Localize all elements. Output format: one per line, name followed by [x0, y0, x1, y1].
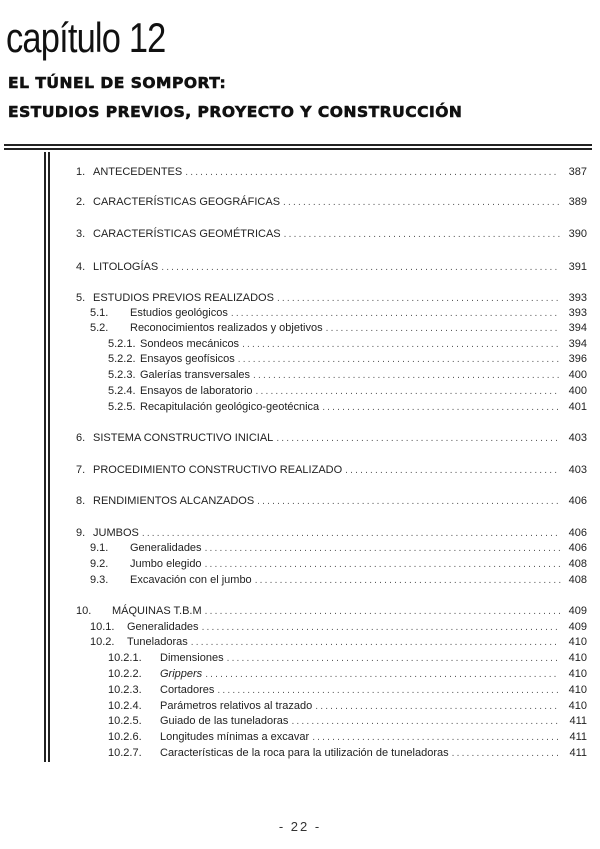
toc-entry-number: 5.2.4. [108, 385, 136, 397]
toc-entry-label: Tuneladoras [127, 636, 188, 648]
toc-leader-dots: ........................................................ [283, 229, 563, 240]
toc-entry-number: 7. [76, 464, 86, 476]
toc-entry-label: Parámetros relativos al trazado [160, 700, 313, 712]
toc-entry[interactable] [76, 604, 587, 618]
toc-leader-dots: ..................................................................... [217, 685, 561, 696]
toc-entry-page: 408 [568, 574, 587, 586]
toc-entry-page: 406 [568, 542, 587, 554]
toc-leader-dots: ....................................................................... [205, 669, 559, 680]
toc-entry-label: RENDIMIENTOS ALCANZADOS [93, 495, 255, 507]
margin-rule [44, 152, 46, 762]
toc-entry-label: PROCEDIMIENTO CONSTRUCTIVO REALIZADO [93, 464, 343, 476]
toc-entry-label: Grippers [160, 668, 203, 680]
toc-entry-page: 403 [568, 432, 587, 444]
toc-entry-label: MÁQUINAS T.B.M [112, 605, 202, 617]
toc-entry-page: 411 [569, 731, 587, 743]
toc-entry-label: Jumbo elegido [130, 558, 202, 570]
toc-entry[interactable] [90, 321, 587, 335]
toc-leader-dots: ......................................................... [276, 293, 561, 304]
toc-leader-dots: ................................................................................ [161, 262, 560, 273]
toc-entry-number: 8. [76, 495, 86, 507]
toc-entry-number: 10.2. [90, 636, 115, 648]
toc-leader-dots: ................................................................. [237, 354, 562, 365]
toc-leader-dots: ......................................................... [276, 433, 561, 444]
toc-entry-page: 400 [568, 369, 587, 381]
toc-entry-page: 394 [568, 338, 587, 350]
toc-entry-label: LITOLOGÍAS [93, 261, 159, 273]
toc-entry[interactable] [108, 699, 587, 713]
toc-entry-label: Ensayos geofísicos [140, 353, 235, 365]
toc-entry-label: Reconocimientos realizados y objetivos [130, 322, 323, 334]
toc-entry-label: Generalidades [130, 542, 202, 554]
toc-entry-label: ESTUDIOS PREVIOS REALIZADOS [93, 292, 274, 304]
toc-entry-page: 389 [568, 196, 587, 208]
toc-entry-number: 3. [76, 228, 86, 240]
toc-entry-label: ANTECEDENTES [93, 166, 183, 178]
toc-entry[interactable] [90, 573, 587, 587]
toc-leader-dots: ........................................................................ [204, 606, 564, 617]
toc-entry-label: Longitudes mínimas a excavar [160, 731, 310, 743]
toc-leader-dots: ........................................................................ [201, 622, 561, 633]
toc-entry-label: Estudios geológicos [130, 307, 228, 319]
toc-entry-page: 410 [568, 668, 587, 680]
toc-entry-number: 4. [76, 261, 86, 273]
toc-entry-page: 410 [568, 684, 587, 696]
toc-leader-dots: ........................................................................... [185, 167, 559, 178]
toc-entry-page: 410 [568, 636, 587, 648]
toc-entry[interactable] [108, 667, 587, 681]
toc-leader-dots: ........................................................................ [204, 559, 564, 570]
toc-entry[interactable] [76, 260, 587, 274]
toc-entry-number: 5.2.5. [108, 401, 136, 413]
toc-entry-number: 5.2.3. [108, 369, 136, 381]
toc-entry-page: 394 [568, 322, 587, 334]
toc-entry-label: Características de la roca para la utilización de tuneladoras [160, 747, 449, 759]
toc-entry-number: 10.2.7. [108, 747, 142, 759]
page-number: - 22 - [278, 819, 322, 834]
toc-leader-dots: ............................................... [325, 323, 560, 334]
toc-entry-label: CARACTERÍSTICAS GEOMÉTRICAS [93, 228, 281, 240]
toc-entry-number: 6. [76, 432, 86, 444]
toc-leader-dots: ................................................ [322, 402, 562, 413]
toc-entry-page: 409 [568, 605, 587, 617]
toc-leader-dots: .................................................................. [230, 308, 560, 319]
toc-entry-number: 5.2.1. [108, 338, 136, 350]
toc-leader-dots: .................................................................................... [141, 528, 561, 539]
toc-entry[interactable] [76, 227, 587, 241]
toc-entry[interactable] [76, 494, 587, 508]
toc-entry-page: 401 [568, 401, 587, 413]
chapter-title-line2: ESTUDIOS PREVIOS, PROYECTO Y CONSTRUCCIÓN [8, 103, 463, 121]
toc-entry-page: 406 [568, 495, 587, 507]
toc-entry-page: 408 [568, 558, 587, 570]
toc-entry[interactable] [90, 620, 587, 634]
toc-entry-number: 10.2.5. [108, 715, 142, 727]
toc-leader-dots: ........................................................ [283, 197, 562, 208]
toc-entry-page: 411 [569, 747, 587, 759]
toc-entry[interactable] [108, 384, 587, 398]
toc-leader-dots: .............................................................. [254, 575, 564, 586]
toc-entry[interactable] [76, 291, 587, 305]
toc-entry[interactable] [90, 557, 587, 571]
toc-entry-page: 410 [568, 652, 587, 664]
toc-entry-label: Guiado de las tuneladoras [160, 715, 289, 727]
toc-entry-number: 5.2. [90, 322, 109, 334]
toc-entry-label: SISTEMA CONSTRUCTIVO INICIAL [93, 432, 274, 444]
toc-entry[interactable] [108, 730, 587, 744]
toc-leader-dots: .......................................................................... [190, 637, 560, 648]
toc-entry-number: 5.2.2. [108, 353, 136, 365]
toc-leader-dots: ...................... [451, 748, 562, 759]
toc-entry-label: Dimensiones [160, 652, 224, 664]
toc-entry-page: 410 [568, 700, 587, 712]
toc-leader-dots: ................................................................... [226, 653, 561, 664]
toc-entry[interactable] [108, 352, 587, 366]
chapter-title-line1: EL TÚNEL DE SOMPORT: [8, 74, 227, 92]
toc-entry-label: Galerías transversales [140, 369, 251, 381]
toc-leader-dots: ........................................................................ [204, 543, 564, 554]
margin-rule-secondary [48, 152, 50, 762]
toc-entry-number: 9.1. [90, 542, 109, 554]
toc-entry-page: 411 [569, 715, 587, 727]
toc-entry[interactable] [108, 683, 587, 697]
toc-entry-number: 10.1. [90, 621, 115, 633]
toc-entry[interactable] [76, 463, 587, 477]
toc-entry-number: 5.1. [90, 307, 109, 319]
toc-entry-number: 10.2.3. [108, 684, 142, 696]
toc-entry[interactable] [76, 165, 587, 179]
toc-entry-page: 393 [568, 307, 587, 319]
toc-entry-number: 9.3. [90, 574, 109, 586]
toc-entry[interactable] [108, 714, 587, 728]
toc-entry-label: Cortadores [160, 684, 215, 696]
toc-entry-page: 390 [568, 228, 587, 240]
toc-entry[interactable] [108, 400, 587, 414]
toc-leader-dots: ............................................................. [257, 496, 561, 507]
toc-entry-label: CARACTERÍSTICAS GEOGRÁFICAS [93, 196, 281, 208]
toc-entry-page: 391 [568, 261, 587, 273]
toc-entry[interactable] [108, 651, 587, 665]
toc-entry-label: Generalidades [127, 621, 199, 633]
toc-entry[interactable] [108, 337, 587, 351]
toc-entry-page: 396 [568, 353, 587, 365]
toc-entry-number: 10. [76, 605, 92, 617]
toc-entry-page: 393 [568, 292, 587, 304]
toc-leader-dots: .................................................. [312, 732, 562, 743]
toc-entry-number: 10.2.1. [108, 652, 142, 664]
toc-leader-dots: ...................................................... [291, 716, 561, 727]
toc-leader-dots: .............................................................. [253, 370, 562, 381]
toc-entry-page: 409 [568, 621, 587, 633]
toc-entry-number: 10.2.6. [108, 731, 142, 743]
toc-entry-number: 10.2.2. [108, 668, 142, 680]
toc-entry-page: 400 [568, 385, 587, 397]
toc-entry-number: 9.2. [90, 558, 109, 570]
toc-entry-label: JUMBOS [93, 527, 139, 539]
toc-entry-label: Ensayos de laboratorio [140, 385, 253, 397]
toc-entry-number: 9. [76, 527, 86, 539]
toc-entry-page: 387 [568, 166, 587, 178]
toc-entry[interactable] [76, 431, 587, 445]
toc-entry-page: 406 [568, 527, 587, 539]
toc-entry[interactable] [90, 541, 587, 555]
toc-entry[interactable] [108, 368, 587, 382]
toc-entry-label: Recapitulación geológico-geotécnica [140, 401, 320, 413]
toc-entry-number: 10.2.4. [108, 700, 142, 712]
toc-leader-dots: ........................................... [345, 465, 560, 476]
toc-leader-dots: ................................................................ [242, 339, 561, 350]
chapter-heading: capítulo 12 [6, 14, 166, 61]
toc-entry-number: 5. [76, 292, 86, 304]
toc-entry[interactable] [108, 746, 587, 760]
title-rule [4, 144, 592, 146]
toc-entry-number: 1. [76, 166, 86, 178]
toc-entry-label: Sondeos mecánicos [140, 338, 240, 350]
toc-entry[interactable] [90, 635, 587, 649]
toc-leader-dots: ................................................. [315, 701, 560, 712]
toc-entry-number: 2. [76, 196, 86, 208]
toc-entry[interactable] [76, 195, 587, 209]
toc-entry[interactable] [76, 526, 587, 540]
toc-entry-label: Excavación con el jumbo [130, 574, 252, 586]
toc-entry-page: 403 [568, 464, 587, 476]
title-rule-secondary [4, 148, 592, 150]
toc-entry[interactable] [90, 306, 587, 320]
toc-leader-dots: ............................................................. [255, 386, 560, 397]
